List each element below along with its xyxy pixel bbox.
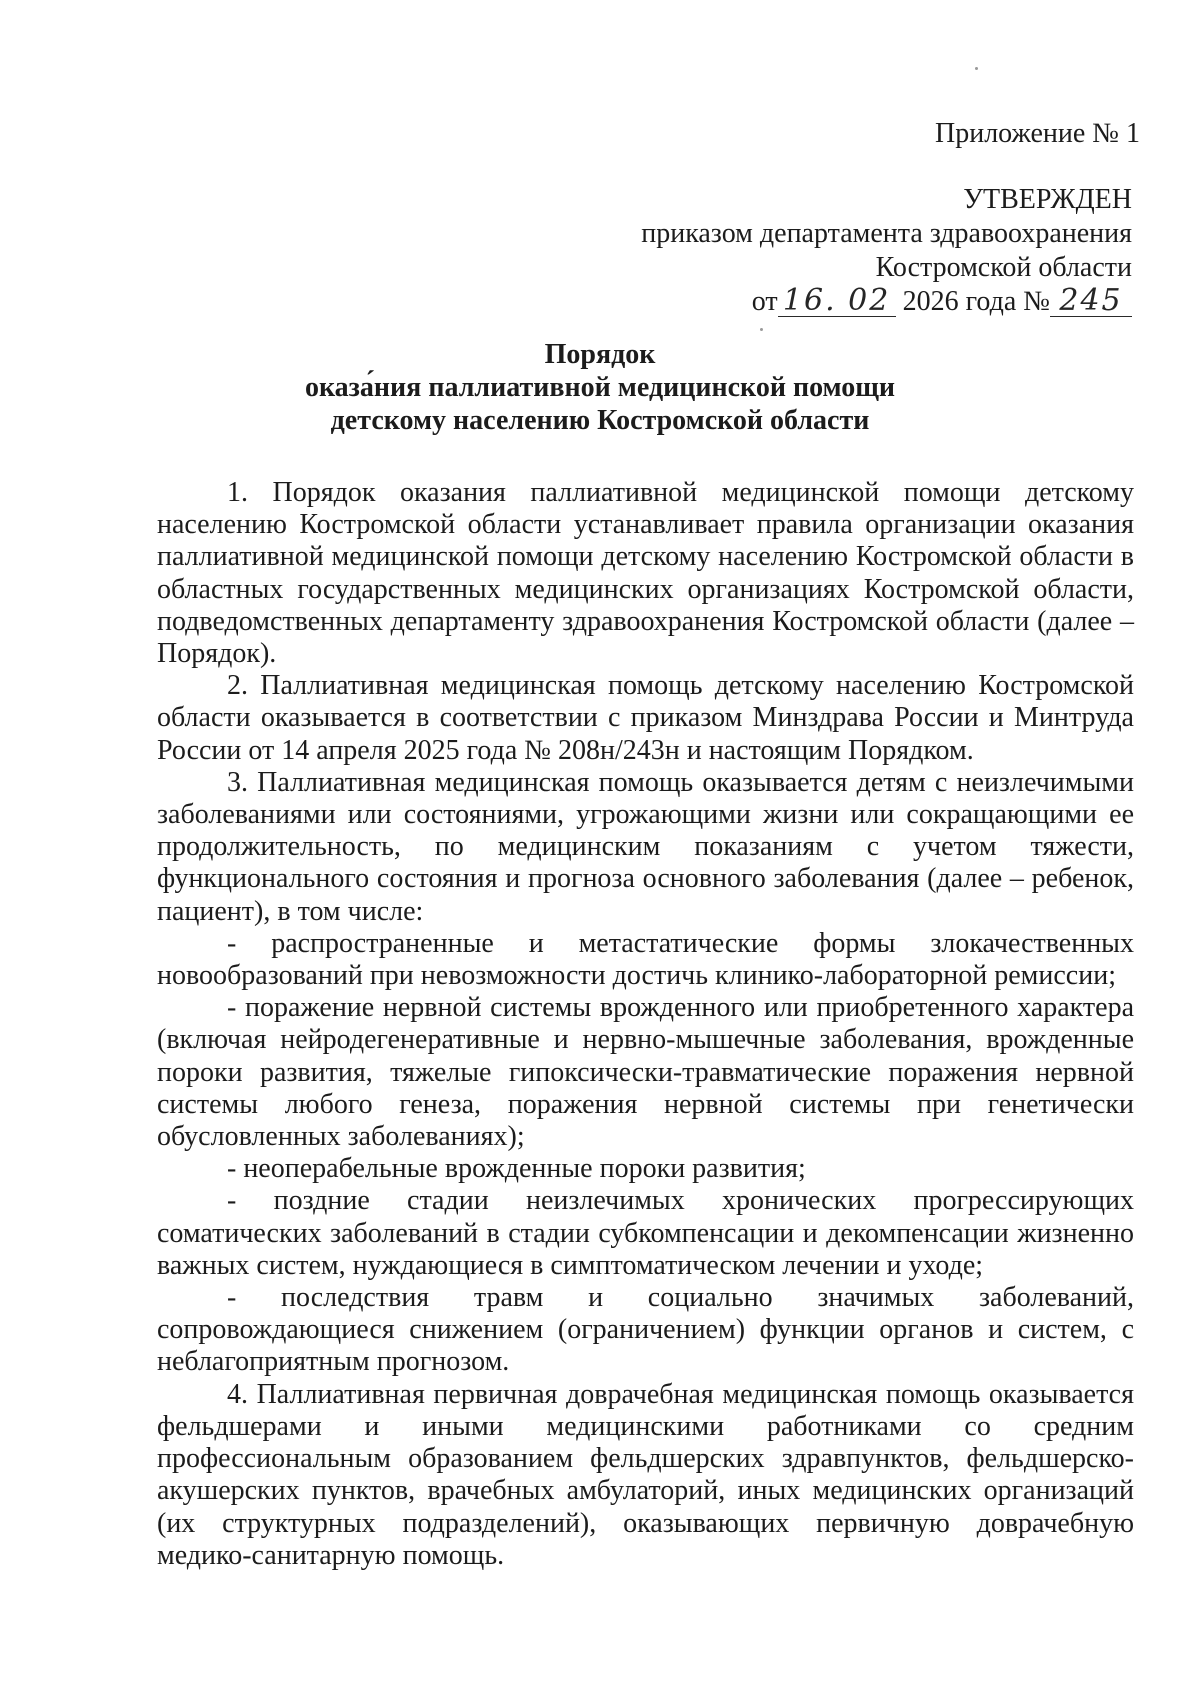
approved-by-line2: Костромской области	[875, 252, 1132, 283]
year-and-number-label: 2026 года №	[902, 286, 1050, 317]
title-line-1: Порядок	[544, 339, 656, 370]
list-item: - поздние стадии неизлечимых хронических прогрессирующих соматических заболеваний в стадии субкомпенсации и декомпенсации жизненно важных систем, нуждающиеся в симптоматическом лечении и уходе;	[157, 1185, 1134, 1281]
date-prefix: от	[751, 286, 778, 317]
document-body	[157, 477, 1134, 1572]
document-title	[0, 338, 1200, 437]
title-line-2: оказа́ния паллиативной медицинской помощи	[304, 372, 896, 403]
approved-label: УТВЕРЖДЕН	[963, 184, 1132, 215]
approval-block	[572, 183, 1132, 319]
appendix-label: Приложение № 1	[935, 118, 1140, 149]
paragraph-1: 1. Порядок оказания паллиативной медицинской помощи детскому населению Костромской области устанавливает правила организации оказания паллиативной медицинской помощи детскому населению Костромской области в областных государственных медицинских организациях Костромской области, подведомственных департаменту здравоохранения Костромской области (далее – Порядок).	[157, 477, 1134, 670]
scan-speck	[760, 328, 763, 331]
list-item: - распространенные и метастатические формы злокачественных новообразований при невозможности достичь клинико-лабораторной ремиссии;	[157, 927, 1134, 992]
paragraph-4: 4. Паллиативная первичная доврачебная медицинская помощь оказывается фельдшерами и иными медицинскими работниками со средним профессиональным образованием фельдшерских здравпунктов, фельдшерско-акушерских пунктов, врачебных амбулаторий, иных медицинских организаций (их структурных подразделений), оказывающих первичную доврачебную медико-санитарную помощь.	[157, 1378, 1134, 1571]
scan-speck	[975, 67, 978, 70]
paragraph-2: 2. Паллиативная медицинская помощь детскому населению Костромской области оказывается в соответствии с приказом Минздрава России и Минтруда России от 14 апреля 2025 года № 208н/243н и настоящим Порядком.	[157, 670, 1134, 766]
list-item: - последствия травм и социально значимых заболеваний, сопровождающиеся снижением (ограничением) функции органов и систем, с неблагоприятным прогнозом.	[157, 1282, 1134, 1378]
order-date-line	[572, 285, 1132, 319]
list-item: - поражение нервной системы врожденного или приобретенного характера (включая нейродегенеративные и нервно-мышечные заболевания, врожденные пороки развития, тяжелые гипоксически-травматические поражения нервной системы любого генеза, поражения нервной системы при генетически обусловленных заболеваниях);	[157, 992, 1134, 1153]
title-line-3: детскому населению Костромской области	[330, 405, 870, 436]
paragraph-3: 3. Паллиативная медицинская помощь оказывается детям с неизлечимыми заболеваниями или состояниями, угрожающими жизни или сокращающими ее продолжительность, по медицинским показаниям с учетом тяжести, функционального состояния и прогноза основного заболевания (далее – ребенок, пациент), в том числе:	[157, 766, 1134, 927]
handwritten-order-number: 245	[1050, 286, 1132, 317]
handwritten-date: 16. 02	[778, 286, 896, 317]
approved-by-line1: приказом департамента здравоохранения	[641, 218, 1132, 249]
list-item: - неоперабельные врожденные пороки развития;	[227, 1153, 806, 1185]
